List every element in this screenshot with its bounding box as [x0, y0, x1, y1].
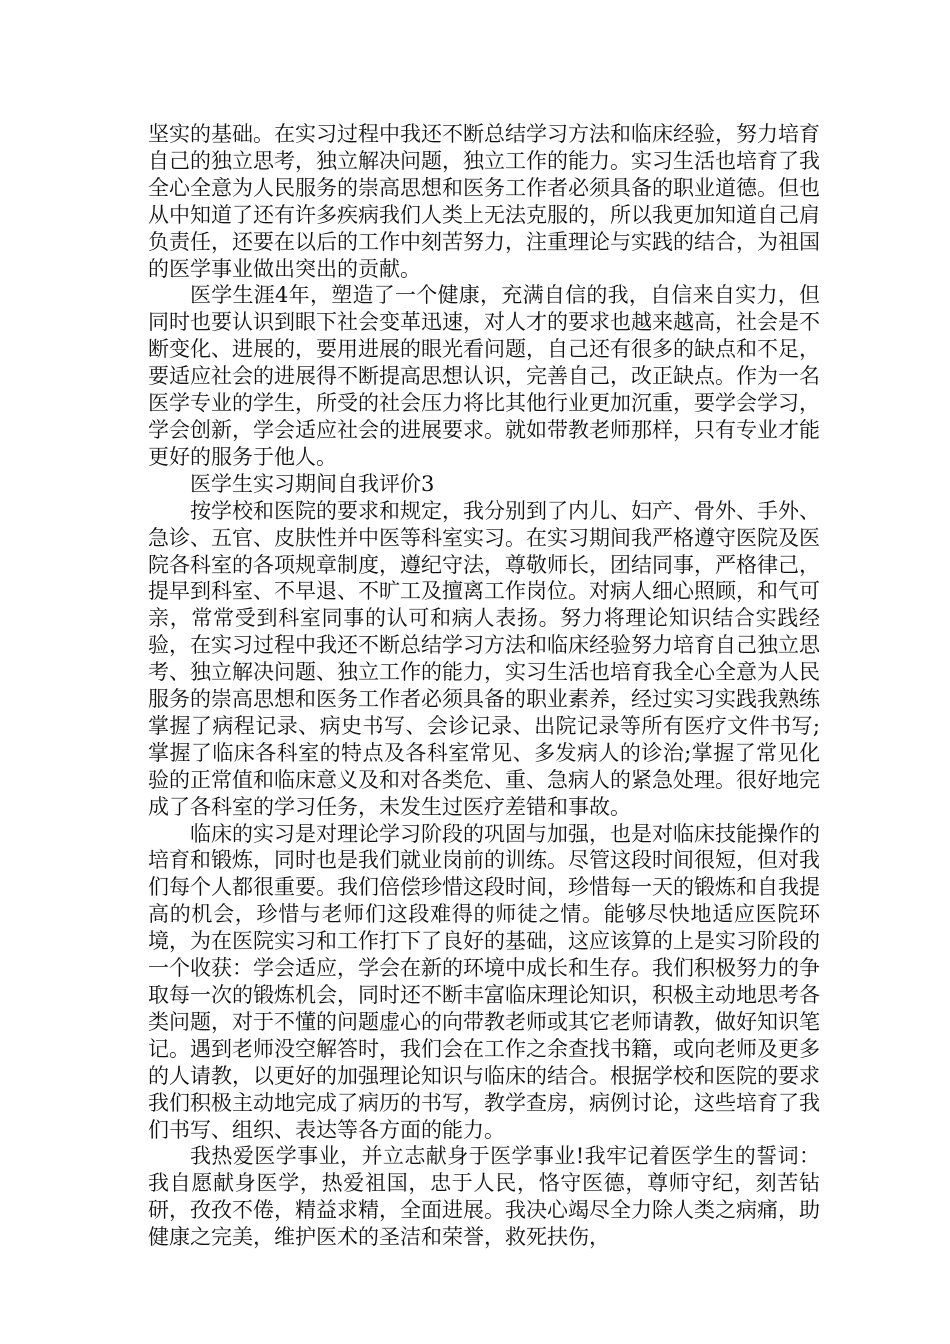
paragraph-oath: 我热爱医学事业，并立志献身于医学事业!我牢记着医学生的誓词：我自愿献身医学，热爱祖国，忠于人民，恪守医德，尊师守纪，刻苦钻研，孜孜不倦，精益求精，全面进展。我决心竭尽全力除人类之病痛，助健康之完美，维护医术的圣洁和荣誉，救死扶伤， [148, 1144, 820, 1250]
paragraph-clinical-practice: 临床的实习是对理论学习阶段的巩固与加强，也是对临床技能操作的培育和锻炼，同时也是我们就业岗前的训练。尽管这段时间很短，但对我们每个人都很重要。我们倍偿珍惜这段时间，珍惜每一天的锻炼和自我提高的机会，珍惜与老师们这段难得的师徒之情。能够尽快地适应医院环境，为在医院实习和工作打下了良好的基础，这应该算的上是实习阶段的一个收获：学会适应，学会在新的环境中成长和生存。我们积极努力的争取每一次的锻炼机会，同时还不断丰富临床理论知识，积极主动地思考各类问题，对于不懂的问题虚心的向带教老师或其它老师请教，做好知识笔记。遇到老师没空解答时，我们会在工作之余查找书籍，或向老师及更多的人请教，以更好的加强理论知识与临床的结合。根据学校和医院的要求我们积极主动地完成了病历的书写，教学查房，病例讨论，这些培育了我们书写、组织、表达等各方面的能力。 [148, 821, 820, 1142]
paragraph-internship-departments: 按学校和医院的要求和规定，我分别到了内儿、妇产、骨外、手外、急诊、五官、皮肤性并中医等科室实习。在实习期间我严格遵守医院及医院各科室的各项规章制度，遵纪守法，尊敬师长，团结同事，严格律己，提早到科室、不早退、不旷工及擅离工作岗位。对病人细心照顾，和气可亲，常常受到科室同事的认可和病人表扬。努力将理论知识结合实践经验，在实习过程中我还不断总结学习方法和临床经验努力培育自己独立思考、独立解决问题、独立工作的能力，实习生活也培育我全心全意为人民服务的崇高思想和医务工作者必须具备的职业素养，经过实习实践我熟练掌握了病程记录、病史书写、会诊记录、出院记录等所有医疗文件书写;掌握了临床各科室的特点及各科室常见、多发病人的诊治;掌握了常见化验的正常值和临床意义及和对各类危、重、急病人的紧急处理。很好地完成了各科室的学习任务，未发生过医疗差错和事故。 [148, 498, 820, 819]
paragraph-medical-career: 医学生涯4年，塑造了一个健康，充满自信的我，自信来自实力，但同时也要认识到眼下社会变革迅速，对人才的要求也越来越高，社会是不断变化、进展的，要用进展的眼光看问题，自己还有很多的缺点和不足，要适应社会的进展得不断提高思想认识，完善自己，改正缺点。作为一名医学专业的学生，所受的社会压力将比其他行业更加沉重，要学会学习，学会创新，学会适应社会的进展要求。就如带教老师那样，只有专业才能更好的服务于他人。 [148, 283, 820, 469]
paragraph-continuation: 坚实的基础。在实习过程中我还不断总结学习方法和临床经验，努力培育自己的独立思考，独立解决问题，独立工作的能力。实习生活也培育了我全心全意为人民服务的崇高思想和医务工作者必须具备的职业道德。但也从中知道了还有许多疾病我们人类上无法克服的，所以我更加知道自己肩负责任，还要在以后的工作中刻苦努力，注重理论与实践的结合，为祖国的医学事业做出突出的贡献。 [148, 122, 820, 281]
document-body [148, 121, 820, 1251]
section-heading: 医学生实习期间自我评价3 [190, 471, 435, 496]
